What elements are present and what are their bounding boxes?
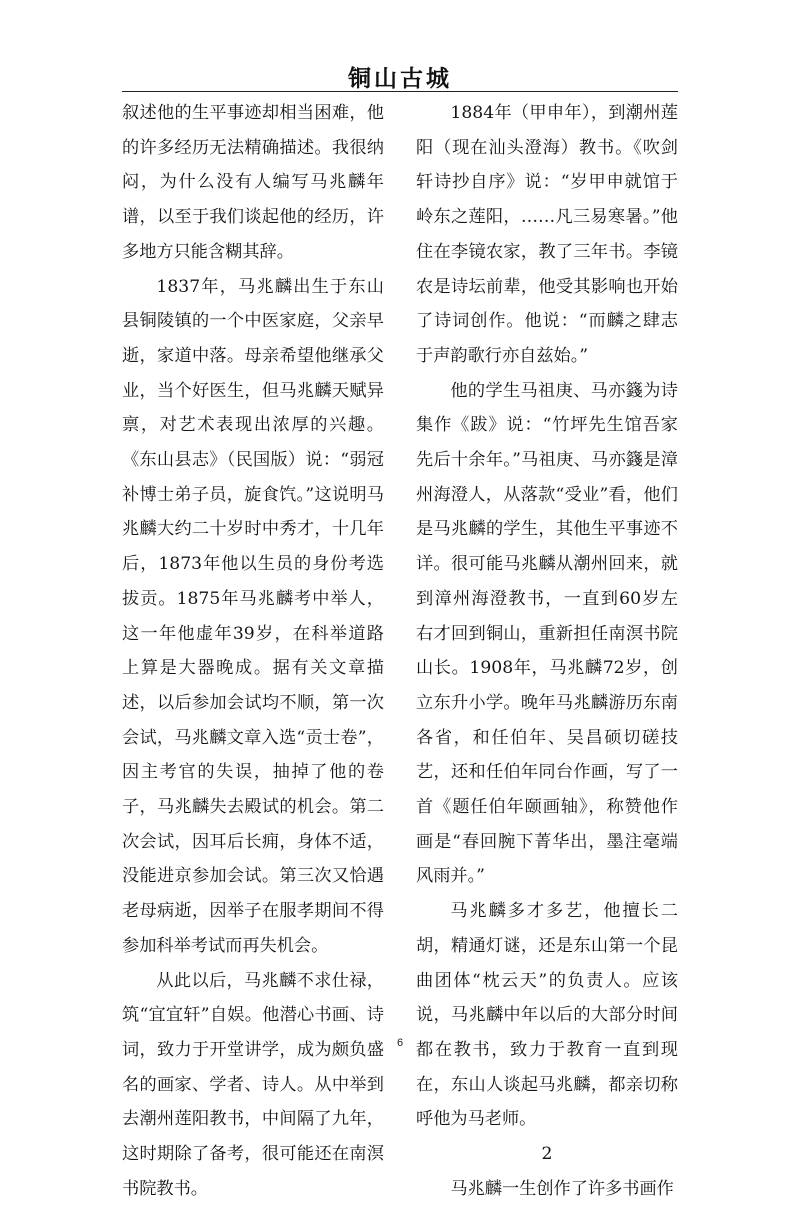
paragraph: 1837年，马兆麟出生于东山县铜陵镇的一个中医家庭，父亲早逝，家道中落。母亲希望他继承父业，当个好医生，但马兆麟天赋异禀，对艺术表现出浓厚的兴趣。《东山县志》（民国版）说：“弱冠补博士弟子员，旋食饩。”这说明马兆麟大约二十岁时中秀才，十几年后，1873年他以生员的身份考选拔贡。1875年马兆麟考中举人，这一年他虚年39岁，在科举道路上算是大器晚成。据有关文章描述，以后参加会试均不顺，第一次会试，马兆麟文章入选“贡士卷”，因主考官的失误，抽掉了他的卷子，马兆麟失去殿试的机会。第二次会试，因耳后长痈，身体不适，没能进京参加会试。第三次又恰遇老母病逝，因举子在服孝期间不得参加科举考试而再失机会。 <box>122 276 384 956</box>
page-header-title: 铜山古城 <box>348 65 452 92</box>
paragraph: 叙述他的生平事迹却相当困难，他的许多经历无法精确描述。我很纳闷，为什么没有人编写马兆麟年谱，以至于我们谈起他的经历，许多地方只能含糊其辞。 <box>122 103 384 262</box>
section-number: 2 <box>541 1144 553 1165</box>
header-divider <box>122 91 678 92</box>
paragraph: 马兆麟多才多艺，他擅长二胡，精通灯谜，还是东山第一个昆曲团体“枕云天”的负责人。应该说，马兆麟中年以后的大部分时间都在教书，致力于教育一直到现在，东山人谈起马兆麟，都亲切称呼他为马老师。 <box>416 901 678 1130</box>
paragraph: 马兆麟一生创作了许多书画作 <box>450 1178 674 1199</box>
paragraph: 他的学生马祖庚、马亦籛为诗集作《跋》说：“竹坪先生馆吾家先后十余年。”马祖庚、马亦籛是漳州海澄人，从落款“受业”看，他们是马兆麟的学生，其他生平事迹不详。很可能马兆麟从潮州回来，就到漳州海澄教书，一直到60岁左右才回到铜山，重新担任南溟书院山长。1908年，马兆麟72岁，创立东升小学。晚年马兆麟游历东南各省，和任伯年、吴昌硕切磋技艺，还和任伯年同台作画，写了一首《题任伯年颐画轴》，称赞他作画是“春回腕下菁华出，墨注毫端风雨并。” <box>416 380 678 887</box>
page-number: 6 <box>396 1037 404 1049</box>
paragraph: 从此以后，马兆麟不求仕禄，筑“宜宜轩”自娱。他潜心书画、诗词，致力于开堂讲学，成为颇负盛名的画家、学者、诗人。从中举到去潮州莲阳教书，中间隔了九年，这时期除了备考，很可能还在南溟书院教书。 <box>122 970 384 1199</box>
paragraph: 1884年（甲申年），到潮州莲阳（现在汕头澄海）教书。《吹剑轩诗抄自序》说：“岁甲申就馆于岭东之莲阳，……凡三易寒暑。”他住在李镜农家，教了三年书。李镜农是诗坛前辈，他受其影响也开始了诗词创作。他说：“而麟之肆志于声韵歌行亦自兹始。” <box>416 103 678 366</box>
